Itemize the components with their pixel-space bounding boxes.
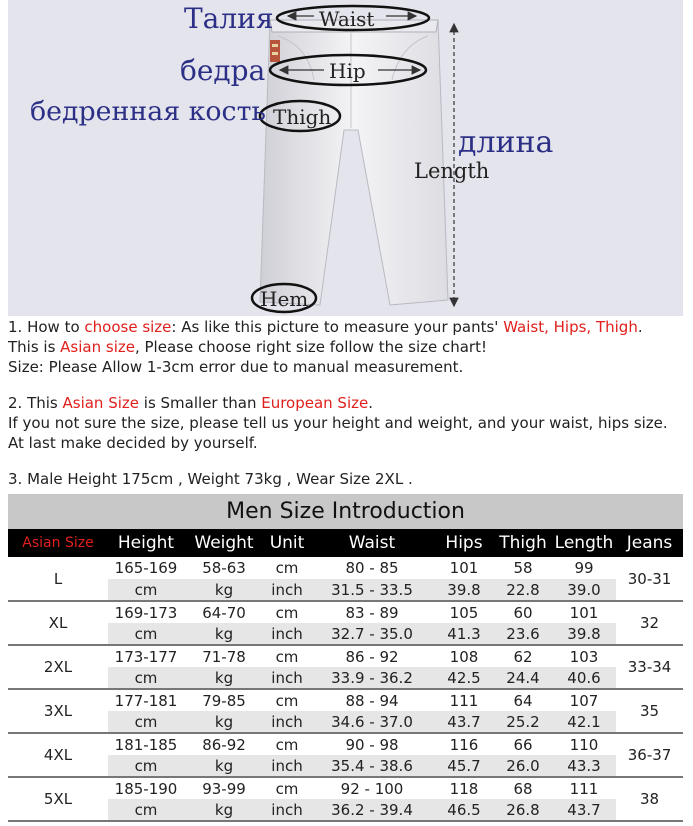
note-line-5: If you not sure the size, please tell us your height and weight, and your waist, hips size. <box>8 414 668 432</box>
table-cell: 111 <box>434 689 494 711</box>
table-cell: 169-173 <box>108 601 184 623</box>
header-waist: Waist <box>310 529 434 557</box>
table-cell: 101 <box>434 557 494 579</box>
table-cell: inch <box>264 623 310 645</box>
table-row <box>8 601 683 623</box>
table-cell: inch <box>264 799 310 821</box>
jeans-cell: 33-34 <box>616 645 683 689</box>
table-cell: 25.2 <box>494 711 552 733</box>
table-cell: inch <box>264 579 310 601</box>
table-row <box>8 689 683 711</box>
table-cell: 88 - 94 <box>310 689 434 711</box>
table-cell: 62 <box>494 645 552 667</box>
jeans-cell: 32 <box>616 601 683 645</box>
table-cell: cm <box>108 799 184 821</box>
note-line-4: 2. This Asian Size is Smaller than European Size. <box>8 394 374 412</box>
jeans-cell: 36-37 <box>616 733 683 777</box>
table-cell: 110 <box>552 733 616 755</box>
table-cell: 46.5 <box>434 799 494 821</box>
table-row <box>8 799 683 821</box>
table-cell: 64-70 <box>184 601 264 623</box>
table-cell: 101 <box>552 601 616 623</box>
table-cell: 64 <box>494 689 552 711</box>
table-cell: 40.6 <box>552 667 616 689</box>
table-row <box>8 711 683 733</box>
thigh-label-en: Thigh <box>273 105 332 129</box>
table-cell: cm <box>264 689 310 711</box>
size-cell: 3XL <box>8 689 108 733</box>
table-cell: 22.8 <box>494 579 552 601</box>
table-cell: 86 - 92 <box>310 645 434 667</box>
note-line-7: 3. Male Height 175cm , Weight 73kg , Wear Size 2XL . <box>8 470 413 488</box>
table-cell: 173-177 <box>108 645 184 667</box>
header-height: Height <box>108 529 184 557</box>
table-cell: cm <box>264 601 310 623</box>
table-cell: 32.7 - 35.0 <box>310 623 434 645</box>
hem-label-en: Hem <box>260 287 309 311</box>
header-weight: Weight <box>184 529 264 557</box>
table-cell: 60 <box>494 601 552 623</box>
table-header-row <box>8 529 683 557</box>
table-row <box>8 579 683 601</box>
table-title: Men Size Introduction <box>8 494 683 529</box>
table-cell: 26.0 <box>494 755 552 777</box>
size-notes <box>8 317 688 489</box>
table-cell: 58 <box>494 557 552 579</box>
table-row <box>8 557 683 579</box>
table-cell: cm <box>108 579 184 601</box>
table-cell: 111 <box>552 777 616 799</box>
table-cell: 43.7 <box>552 799 616 821</box>
table-cell: cm <box>264 777 310 799</box>
table-cell: cm <box>264 645 310 667</box>
waist-label-en: Waist <box>319 7 375 31</box>
table-cell: 108 <box>434 645 494 667</box>
table-cell: 181-185 <box>108 733 184 755</box>
table-cell: 39.8 <box>434 579 494 601</box>
table-cell: 43.3 <box>552 755 616 777</box>
jeans-cell: 38 <box>616 777 683 821</box>
table-cell: cm <box>108 755 184 777</box>
note-line-6: At last make decided by yourself. <box>8 434 258 452</box>
hip-label-ru: бедра <box>180 54 266 87</box>
size-cell: 5XL <box>8 777 108 821</box>
length-label-en: Length <box>414 159 490 183</box>
table-row <box>8 755 683 777</box>
pants-measurement-diagram <box>8 0 683 316</box>
table-cell: 185-190 <box>108 777 184 799</box>
note-line-2: This is Asian size, Please choose right size follow the size chart! <box>8 338 487 356</box>
table-cell: inch <box>264 711 310 733</box>
note-line-3: Size: Please Allow 1-3cm error due to manual measurement. <box>8 358 464 376</box>
hip-label-en: Hip <box>329 59 366 83</box>
table-cell: 31.5 - 33.5 <box>310 579 434 601</box>
table-cell: 39.0 <box>552 579 616 601</box>
table-cell: cm <box>264 733 310 755</box>
header-jeans: Jeans <box>616 529 683 557</box>
table-cell: kg <box>184 623 264 645</box>
table-cell: 36.2 - 39.4 <box>310 799 434 821</box>
table-cell: 83 - 89 <box>310 601 434 623</box>
table-cell: 66 <box>494 733 552 755</box>
header-length: Length <box>552 529 616 557</box>
pants-illustration <box>8 0 683 316</box>
jeans-cell: 35 <box>616 689 683 733</box>
size-cell: XL <box>8 601 108 645</box>
table-cell: cm <box>108 667 184 689</box>
length-label-ru: длина <box>458 125 554 160</box>
table-row <box>8 777 683 799</box>
thigh-label-ru: бедренная кость <box>30 97 266 127</box>
table-cell: cm <box>264 557 310 579</box>
table-cell: 26.8 <box>494 799 552 821</box>
header-asian-size: Asian Size <box>8 529 108 557</box>
size-cell: 4XL <box>8 733 108 777</box>
table-cell: kg <box>184 755 264 777</box>
table-cell: 58-63 <box>184 557 264 579</box>
table-cell: 103 <box>552 645 616 667</box>
table-cell: 71-78 <box>184 645 264 667</box>
table-cell: 177-181 <box>108 689 184 711</box>
table-row <box>8 645 683 667</box>
header-hips: Hips <box>434 529 494 557</box>
table-cell: 107 <box>552 689 616 711</box>
table-cell: 79-85 <box>184 689 264 711</box>
jeans-cell: 30-31 <box>616 557 683 601</box>
note-line-1: 1. How to choose size: As like this picture to measure your pants' Waist, Hips, Thigh. <box>8 318 643 336</box>
table-cell: 68 <box>494 777 552 799</box>
table-cell: inch <box>264 755 310 777</box>
table-cell: 118 <box>434 777 494 799</box>
header-thigh: Thigh <box>494 529 552 557</box>
table-cell: kg <box>184 711 264 733</box>
table-cell: 35.4 - 38.6 <box>310 755 434 777</box>
size-chart-table <box>8 494 683 822</box>
table-cell: 23.6 <box>494 623 552 645</box>
table-cell: 45.7 <box>434 755 494 777</box>
table-cell: kg <box>184 667 264 689</box>
table-cell: 165-169 <box>108 557 184 579</box>
table-cell: 39.8 <box>552 623 616 645</box>
table-cell: cm <box>108 623 184 645</box>
size-cell: L <box>8 557 108 601</box>
table-cell: 116 <box>434 733 494 755</box>
table-cell: 90 - 98 <box>310 733 434 755</box>
table-cell: 99 <box>552 557 616 579</box>
table-cell: 34.6 - 37.0 <box>310 711 434 733</box>
table-cell: 93-99 <box>184 777 264 799</box>
table-row <box>8 623 683 645</box>
table-row <box>8 733 683 755</box>
table-row <box>8 667 683 689</box>
table-cell: 80 - 85 <box>310 557 434 579</box>
table-cell: cm <box>108 711 184 733</box>
table-cell: 86-92 <box>184 733 264 755</box>
table-cell: 41.3 <box>434 623 494 645</box>
size-cell: 2XL <box>8 645 108 689</box>
waist-label-ru: Талия <box>184 2 274 35</box>
header-unit: Unit <box>264 529 310 557</box>
table-cell: 33.9 - 36.2 <box>310 667 434 689</box>
table-cell: kg <box>184 799 264 821</box>
table-cell: 42.1 <box>552 711 616 733</box>
table-body <box>8 557 683 821</box>
table-cell: kg <box>184 579 264 601</box>
table-cell: 43.7 <box>434 711 494 733</box>
table-cell: inch <box>264 667 310 689</box>
table-cell: 42.5 <box>434 667 494 689</box>
table-cell: 92 - 100 <box>310 777 434 799</box>
table-cell: 105 <box>434 601 494 623</box>
table-cell: 24.4 <box>494 667 552 689</box>
